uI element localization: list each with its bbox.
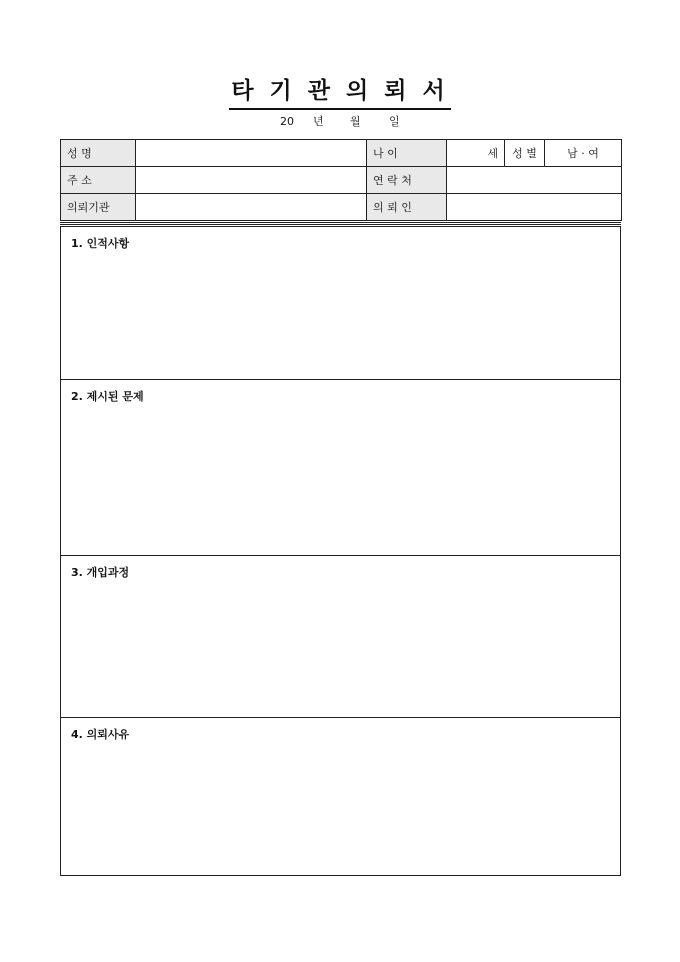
address-label: 주 소 [67,174,92,187]
address-label-cell [61,167,136,194]
contact-value-field[interactable] [447,167,622,194]
requester-value-field[interactable] [447,194,622,221]
institution-value-field[interactable] [136,194,367,221]
age-label: 나 이 [373,147,398,160]
section-personal-info[interactable] [60,226,621,380]
name-label-cell [61,140,136,167]
info-row-institution [61,194,622,221]
section-referral-reason[interactable] [60,717,621,876]
address-value-field[interactable] [136,167,367,194]
date-day-label: 일 [389,115,400,128]
gender-label-cell [505,140,545,167]
info-row-address [61,167,622,194]
section-intervention-process[interactable] [60,555,621,718]
age-label-cell [367,140,447,167]
document-title: 타 기 관 의 뢰 서 [231,77,449,104]
section-presented-problem[interactable] [60,379,621,556]
section-title: 3. 개입과정 [71,566,130,579]
age-value-field[interactable] [447,140,505,167]
info-row-name [61,140,622,167]
institution-label-cell [61,194,136,221]
section-title: 2. 제시된 문제 [71,390,144,403]
name-value-field[interactable] [136,140,367,167]
gender-value-field[interactable] [545,140,622,167]
date-year-prefix: 20 [280,115,294,128]
contact-label-cell [367,167,447,194]
requester-label: 의 뢰 인 [373,201,412,214]
section-title: 1. 인적사항 [71,237,130,250]
date-year-label: 년 [313,115,324,128]
section-title: 4. 의뢰사유 [71,728,130,741]
date-month-label: 월 [350,115,361,128]
contact-label: 연 락 처 [373,174,412,187]
title-underline [229,108,451,110]
requester-label-cell [367,194,447,221]
table-section-divider [60,222,621,225]
age-unit: 세 [487,147,498,160]
applicant-info-table [60,139,622,221]
institution-label: 의뢰기관 [67,201,110,214]
gender-label: 성 별 [512,147,537,160]
name-label: 성 명 [67,147,92,160]
gender-options: 남 · 여 [567,147,599,160]
